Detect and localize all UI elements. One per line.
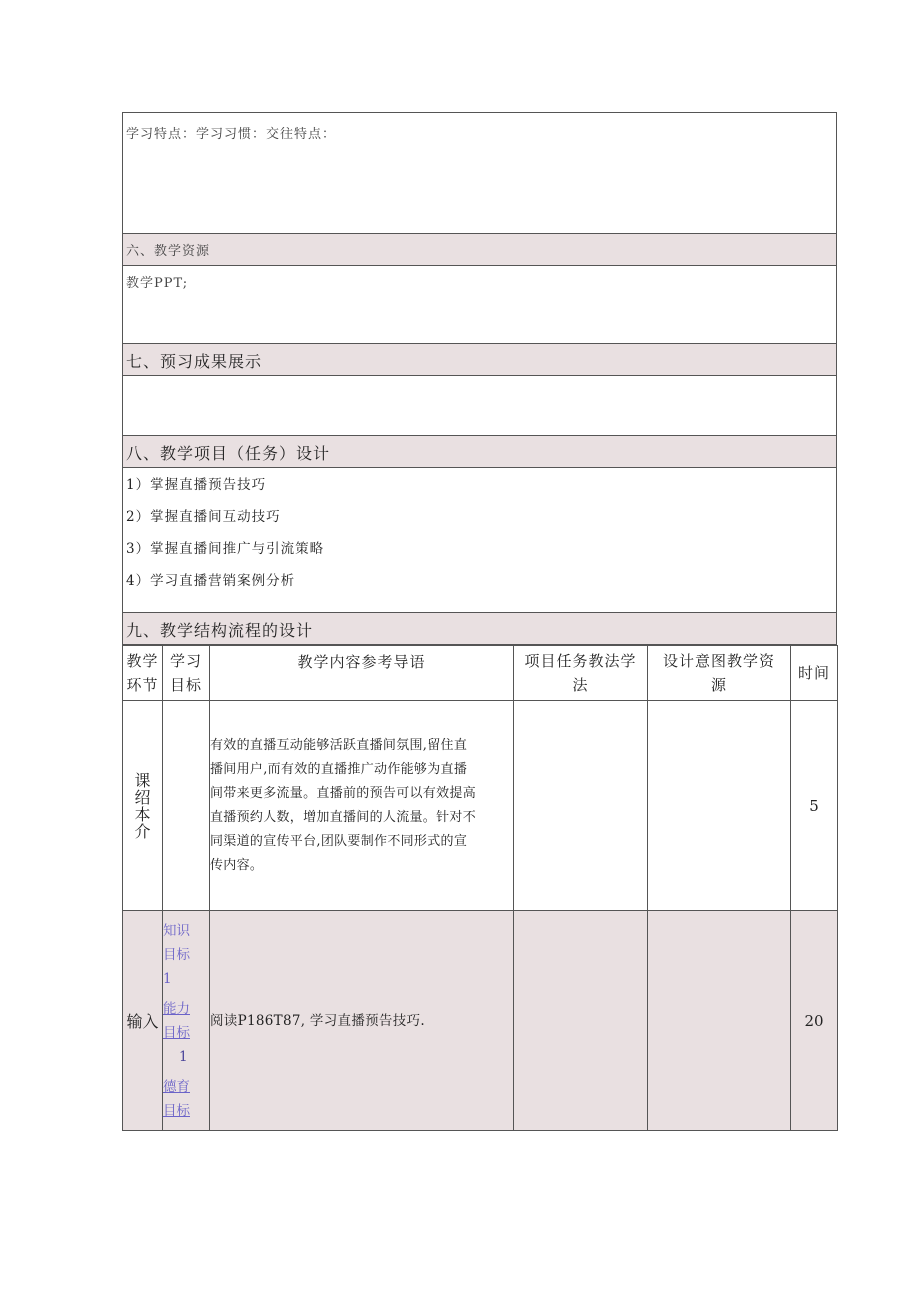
header-method (514, 646, 648, 701)
section-8-title: 八、教学项目（任务）设计 (126, 444, 331, 463)
section-6-content: 教学PPT; (126, 276, 189, 291)
header-method-line1: 项目任务教法学 (524, 652, 637, 670)
method-intro (514, 701, 648, 911)
header-intent (648, 646, 791, 701)
section-7-body (122, 376, 837, 436)
section-6-body (122, 266, 837, 344)
learning-traits-text: 学习特点：学习习惯：交往特点： (126, 127, 337, 142)
header-goal-line2: 目标 (169, 676, 202, 694)
goal-knowledge-line3: 1 (163, 970, 172, 987)
intent-intro (648, 701, 791, 911)
header-content-text: 教学内容参考导语 (297, 653, 426, 671)
section-8-header (122, 436, 837, 468)
section-6-title: 六、教学资源 (126, 244, 211, 259)
section-6-header (122, 234, 837, 266)
header-time (791, 646, 838, 701)
time-input: 20 (791, 911, 838, 1131)
stage-intro-char-1: 课 (134, 770, 151, 790)
stage-input: 输入 (123, 911, 163, 1131)
content-intro-line6: 传内容。 (210, 857, 264, 873)
stage-intro (123, 701, 163, 911)
task-item-3: 3）掌握直播间推广与引流策略 (126, 541, 325, 557)
header-goal (163, 646, 210, 701)
section-9-title: 九、教学结构流程的设计 (126, 621, 314, 640)
header-goal-line1: 学习 (169, 652, 202, 670)
goal-intro (163, 701, 210, 911)
task-item-4: 4）学习直播营销案例分析 (126, 573, 296, 589)
goal-ability-line1[interactable]: 能力 (163, 1000, 190, 1017)
task-item-2: 2）掌握直播间互动技巧 (126, 509, 281, 525)
section-9-header (122, 613, 837, 645)
content-intro-line2: 播间用户,而有效的直播推广动作能够为直播 (210, 761, 468, 777)
content-intro-line5: 同渠道的宣传平台,团队要制作不同形式的宣 (210, 833, 468, 849)
header-stage (123, 646, 163, 701)
goal-moral-line2[interactable]: 目标 (163, 1102, 190, 1119)
content-intro-line3: 间带来更多流量。直播前的预告可以有效提高 (210, 785, 477, 801)
content-intro-line4: 直播预约人数，增加直播间的人流量。针对不 (210, 809, 477, 825)
section-7-title: 七、预习成果展示 (126, 352, 263, 371)
header-stage-line1: 教学 (126, 652, 159, 670)
goal-knowledge-line1: 知识 (163, 922, 190, 939)
content-intro-line1: 有效的直播互动能够活跃直播间氛围,留住直 (210, 737, 468, 753)
stage-intro-char-3: 本 (134, 804, 151, 824)
task-item-1: 1）掌握直播预告技巧 (126, 477, 267, 493)
header-time-text: 时间 (797, 664, 830, 682)
header-intent-line2: 源 (710, 676, 727, 694)
method-input (514, 911, 648, 1131)
content-input: 阅读P186T87, 学习直播预告技巧. (210, 911, 514, 1131)
goal-ability-line2[interactable]: 目标 (163, 1024, 190, 1041)
header-intent-line1: 设计意图教学资 (662, 652, 775, 670)
section-7-header (122, 344, 837, 376)
goal-ability-line3: 1 (179, 1048, 188, 1065)
stage-intro-char-2: 绍 (134, 787, 151, 807)
flow-row-input (123, 911, 838, 1131)
content-intro (210, 701, 514, 911)
goal-moral-line1[interactable]: 德育 (163, 1078, 190, 1095)
intent-input (648, 911, 791, 1131)
learning-traits-box (122, 112, 837, 234)
goal-input (163, 911, 210, 1131)
header-content (210, 646, 514, 701)
flow-header-row (123, 646, 838, 701)
teaching-flow-table (122, 645, 838, 1131)
flow-row-intro (123, 701, 838, 911)
time-intro: 5 (791, 701, 838, 911)
section-8-body (122, 468, 837, 613)
goal-knowledge-line2: 目标 (163, 946, 190, 963)
lesson-plan-sheet (122, 112, 837, 1131)
header-stage-line2: 环节 (126, 676, 159, 694)
header-method-line2: 法 (572, 676, 589, 694)
stage-intro-char-4: 介 (134, 821, 151, 841)
